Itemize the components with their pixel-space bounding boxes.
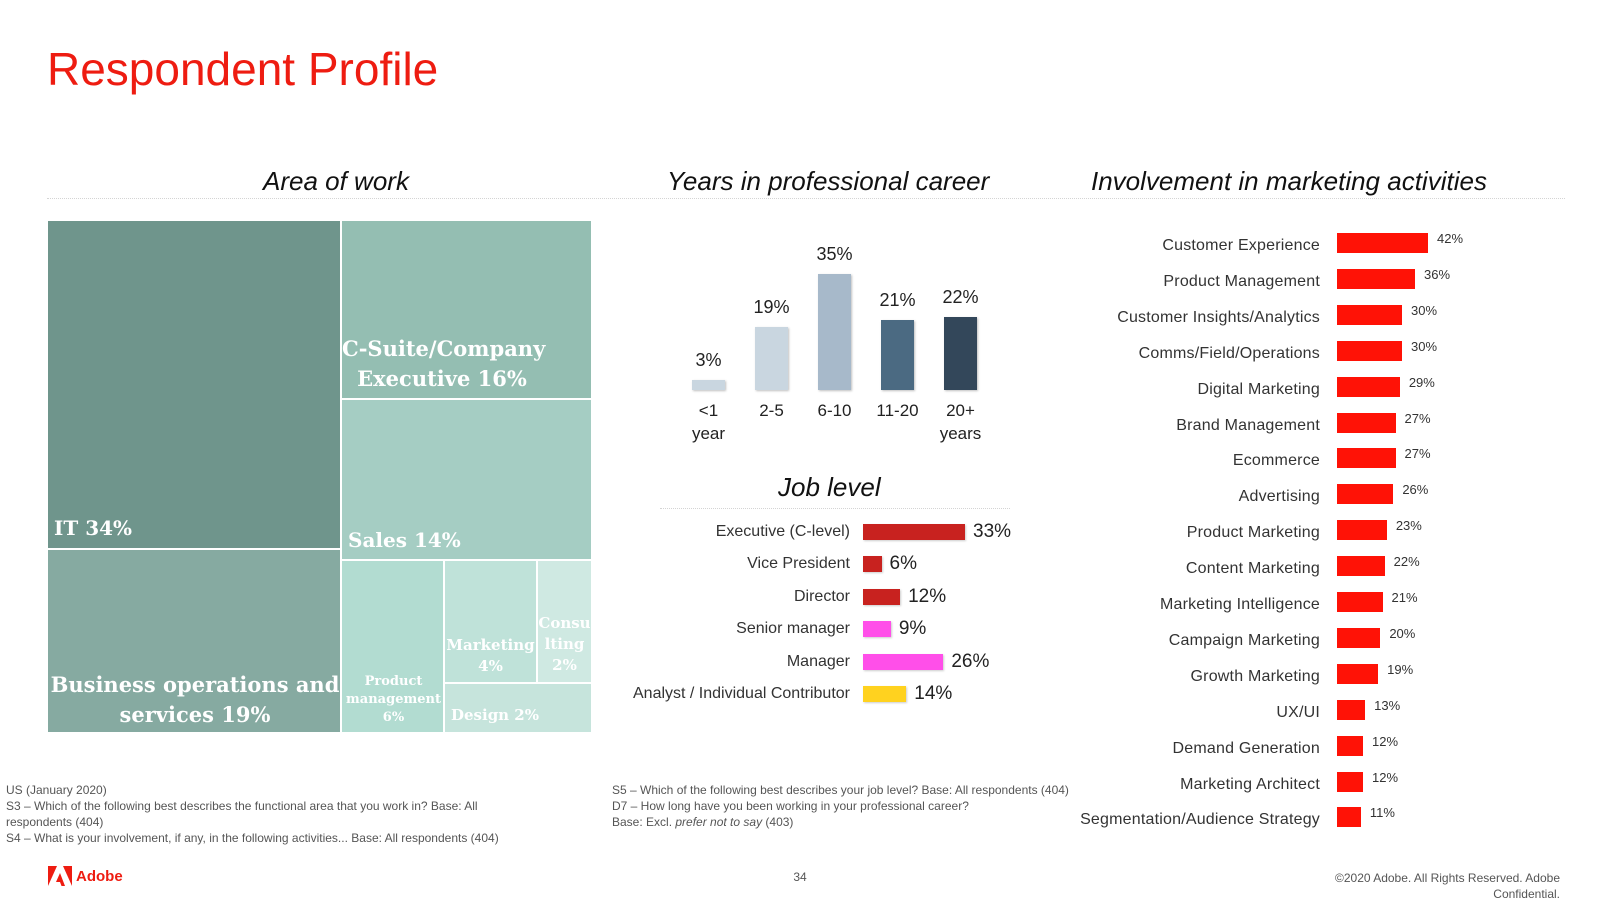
treemap-cell-business-operations	[47, 549, 341, 733]
page-number: 34	[793, 870, 807, 884]
job-level-category: Analyst / Individual Contributor	[633, 685, 850, 702]
involvement-bar	[1337, 664, 1378, 684]
treemap-cell-product-management	[341, 560, 444, 733]
years-bar	[818, 274, 851, 390]
years-category-label: 2-5	[759, 401, 784, 420]
years-category-label: 20+ years	[939, 401, 982, 443]
involvement-value: 19%	[1387, 661, 1414, 677]
involvement-value: 13%	[1374, 697, 1401, 713]
involvement-value: 22%	[1393, 554, 1420, 570]
note-line: S4 – What is your involvement, if any, in the following activities... Base: All respondents (404)	[6, 831, 499, 845]
involvement-bar	[1337, 341, 1402, 361]
page-title: Respondent Profile	[47, 43, 439, 95]
note-line: Base: Excl. prefer not to say (403)	[612, 815, 794, 829]
note-line: S3 – Which of the following best describes the functional area that you work in? Base: All	[6, 799, 478, 813]
involvement-value: 20%	[1389, 625, 1416, 641]
years-value-label: 21%	[879, 290, 916, 311]
involvement-category: Digital Marketing	[1197, 380, 1320, 398]
involvement-value: 27%	[1404, 410, 1431, 426]
years-value-label: 35%	[816, 244, 853, 264]
treemap-cell-it	[47, 220, 341, 549]
years-value-label: 19%	[753, 297, 790, 318]
notes-middle	[612, 782, 1132, 830]
involvement-category: Segmentation/Audience Strategy	[1080, 811, 1320, 829]
involvement-category: Marketing Intelligence	[1159, 596, 1320, 613]
involvement-category: Advertising	[1238, 488, 1320, 506]
job-level-value: 33%	[973, 521, 1012, 542]
adobe-logo-text: Adobe	[76, 867, 123, 885]
involvement-category: Growth Marketing	[1190, 667, 1320, 685]
section-divider	[47, 198, 1565, 199]
treemap-label-csuite: C-Suite/Company Executive 16%	[342, 336, 546, 391]
years-bar	[692, 380, 725, 390]
involvement-value: 21%	[1391, 590, 1418, 605]
involvement-chart	[1060, 230, 1560, 840]
treemap-label-product-management: Product management 6%	[346, 674, 441, 725]
involvement-category: Brand Management	[1176, 416, 1320, 434]
treemap-label-it: IT 34%	[54, 516, 133, 540]
involvement-bar	[1337, 269, 1415, 289]
years-value-label: 22%	[942, 287, 979, 308]
involvement-value: 12%	[1372, 769, 1399, 785]
treemap-label-sales: Sales 14%	[348, 528, 461, 552]
job-level-value: 9%	[898, 618, 927, 640]
involvement-category: Customer Insights/Analytics	[1117, 308, 1320, 326]
treemap-cell-consulting	[537, 560, 592, 683]
involvement-value: 30%	[1411, 302, 1438, 318]
years-category-label: <1 year	[691, 401, 726, 443]
job-level-bar	[863, 654, 943, 670]
adobe-logo-icon	[48, 866, 72, 886]
involvement-bar	[1337, 413, 1396, 433]
treemap-cell-marketing	[444, 560, 537, 683]
involvement-bar	[1337, 556, 1385, 576]
involvement-category: Marketing Architect	[1180, 775, 1320, 793]
job-level-category: Director	[793, 587, 850, 605]
area-of-work-treemap	[47, 220, 592, 733]
involvement-bar	[1337, 520, 1387, 540]
involvement-bar	[1337, 448, 1396, 468]
involvement-category: Comms/Field/Operations	[1138, 344, 1320, 362]
involvement-title: Involvement in marketing activities	[1091, 166, 1487, 196]
job-level-bar	[863, 621, 891, 637]
involvement-bar	[1337, 592, 1383, 612]
involvement-bar	[1337, 700, 1365, 720]
years-career-chart	[680, 230, 1000, 445]
involvement-value: 42%	[1437, 231, 1464, 246]
job-level-value: 12%	[908, 585, 947, 607]
years-category-label: 11-20	[876, 401, 919, 420]
involvement-category: Campaign Marketing	[1168, 631, 1320, 649]
job-level-category: Vice President	[747, 555, 850, 573]
years-value-label: 3%	[695, 350, 722, 371]
involvement-value: 12%	[1372, 733, 1399, 749]
involvement-value: 29%	[1408, 374, 1435, 390]
area-of-work-title: Area of work	[263, 166, 409, 196]
years-career-title: Years in professional career	[667, 166, 990, 196]
job-level-category: Senior manager	[736, 620, 850, 638]
job-level-bar	[863, 556, 882, 572]
involvement-value: 30%	[1411, 338, 1438, 354]
job-level-bar	[863, 524, 965, 540]
treemap-cell-design	[444, 683, 592, 733]
job-level-bar	[863, 589, 900, 605]
years-bar	[755, 327, 788, 390]
notes-left	[6, 782, 576, 846]
involvement-category: Demand Generation	[1172, 739, 1320, 757]
involvement-category: UX/UI	[1276, 703, 1320, 721]
years-bar	[944, 317, 977, 390]
involvement-value: 26%	[1402, 482, 1429, 498]
involvement-value: 27%	[1404, 446, 1431, 462]
note-line: US (January 2020)	[6, 783, 107, 797]
involvement-bar	[1337, 484, 1393, 504]
involvement-bar	[1337, 807, 1361, 827]
involvement-value: 11%	[1369, 805, 1395, 821]
treemap-label-business-operations: Business operations and services 19%	[50, 672, 340, 727]
job-level-value: 14%	[914, 683, 953, 704]
treemap-cell-csuite	[341, 220, 592, 399]
involvement-category: Ecommerce	[1232, 452, 1320, 470]
adobe-logo	[48, 866, 123, 886]
involvement-bar	[1337, 736, 1363, 756]
years-bar	[881, 320, 914, 390]
treemap-cell-sales	[341, 399, 592, 560]
involvement-value: 23%	[1395, 518, 1422, 534]
involvement-bar	[1337, 772, 1363, 792]
job-level-value: 26%	[951, 650, 990, 672]
job-level-category: Manager	[786, 652, 850, 670]
note-line: D7 – How long have you been working in your professional career?	[612, 799, 969, 813]
copyright: ©2020 Adobe. All Rights Reserved. Adobe Confidential.	[1335, 871, 1560, 901]
involvement-value: 36%	[1424, 266, 1451, 282]
job-level-title: Job level	[778, 472, 881, 502]
involvement-category: Product Marketing	[1186, 524, 1320, 542]
involvement-bar	[1337, 628, 1380, 648]
job-level-value: 6%	[889, 553, 917, 575]
job-level-bar	[863, 686, 906, 702]
involvement-category: Customer Experience	[1162, 237, 1320, 254]
involvement-bar	[1337, 377, 1400, 397]
involvement-bar	[1337, 233, 1428, 253]
treemap-label-marketing: Marketing 4%	[446, 636, 535, 675]
years-category-label: 6-10	[817, 401, 852, 420]
involvement-category: Content Marketing	[1185, 560, 1320, 578]
job-level-divider	[660, 508, 1010, 509]
job-level-category: Executive (C-level)	[715, 523, 850, 540]
involvement-category: Product Management	[1163, 272, 1320, 290]
note-line: S5 – Which of the following best describes your job level? Base: All respondents (404)	[612, 783, 1069, 797]
involvement-bar	[1337, 305, 1402, 325]
treemap-label-design: Design 2%	[451, 706, 540, 724]
job-level-chart	[600, 520, 1040, 715]
treemap-label-consulting: Consu lting 2%	[538, 614, 591, 674]
note-line: respondents (404)	[6, 815, 104, 829]
